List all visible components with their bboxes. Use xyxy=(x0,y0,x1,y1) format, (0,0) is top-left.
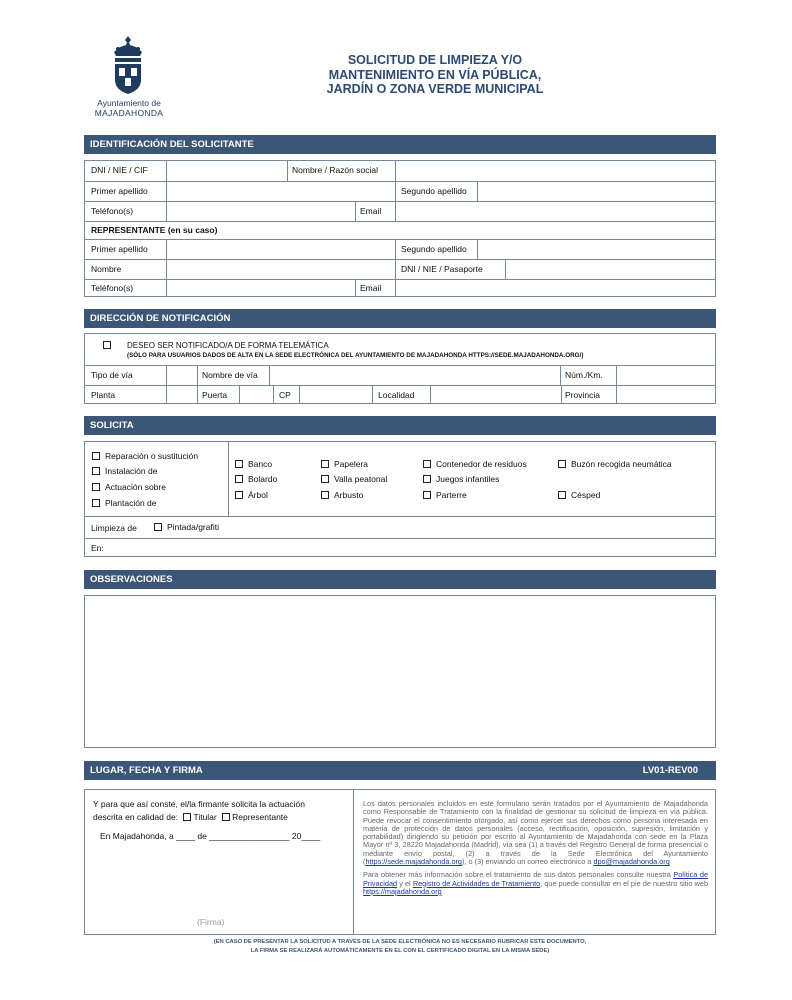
option-label: Pintada/grafiti xyxy=(167,522,219,532)
num-km-field[interactable] xyxy=(617,366,716,385)
accion-instalacion[interactable] xyxy=(92,466,157,476)
checkbox[interactable] xyxy=(92,467,100,475)
privacy-text-2b: y el xyxy=(399,878,411,888)
checkbox[interactable] xyxy=(558,491,566,499)
table-row xyxy=(85,221,715,239)
privacy-paragraph1: Los datos personales incluidos en este formulario serán tratados por el Ayuntamiento de Majadahonda como Responsable de Tratamiento con la finalidad de gestionar su solicitud de limpieza en vía pública. Puede revocar el consentimiento otorgado, así como ejercer sus derechos como persona interesada en materia de protección de datos personales (acceso, rectificación, oposición, supresión, limitación y portabilidad) dirigiendo su petición por escrito al Ayuntamiento de Majadahonda con sede en la Plaza Mayor nº 3, 28220 Majadahonda (Madrid), vía sea (1) a través del Registro General de forma presencial o mediante envío postal, (2) a través de la Sede Electrónica del Ayuntamiento ( xyxy=(363,799,708,867)
checkbox[interactable] xyxy=(321,491,329,499)
puerta-field[interactable] xyxy=(240,386,273,404)
elemento-contenedor[interactable] xyxy=(423,459,527,469)
telematica-checkbox[interactable] xyxy=(103,341,111,349)
checkbox[interactable] xyxy=(423,491,431,499)
planta-field[interactable] xyxy=(167,386,197,404)
checkbox[interactable] xyxy=(92,452,100,460)
telematica-label: DESEO SER NOTIFICADO/A DE FORMA TELEMÁTICA xyxy=(127,341,329,350)
document-title xyxy=(300,53,570,97)
rep-primer-apellido-field[interactable] xyxy=(167,240,395,259)
titular-label: Titular xyxy=(193,812,217,822)
accion-reparacion[interactable] xyxy=(92,451,198,461)
primer-apellido-label: Primer apellido xyxy=(91,186,148,196)
privacy-paragraph1b: ), o (3) enviando un correo electrónico a xyxy=(462,857,592,867)
limpieza-pintada[interactable] xyxy=(154,522,219,532)
rep-primer-apellido-label: Primer apellido xyxy=(91,244,148,254)
table-row xyxy=(85,279,715,297)
checkbox[interactable] xyxy=(235,475,243,483)
rep-telefono-label: Teléfono(s) xyxy=(91,283,134,293)
checkbox[interactable] xyxy=(423,460,431,468)
calidad-row xyxy=(93,811,320,824)
limpieza-label: Limpieza de xyxy=(91,523,137,533)
dni-field[interactable] xyxy=(167,161,287,180)
table-row xyxy=(85,181,715,201)
primer-apellido-field[interactable] xyxy=(167,182,395,201)
checkbox[interactable] xyxy=(423,475,431,483)
checkbox[interactable] xyxy=(235,460,243,468)
section-identificacion-header xyxy=(84,135,716,154)
nombre-via-label: Nombre de vía xyxy=(202,370,258,380)
privacy-paragraph2 xyxy=(363,871,708,896)
telefono-label: Teléfono(s) xyxy=(91,206,134,216)
rep-email-field[interactable] xyxy=(396,280,716,297)
section-solicita-header xyxy=(84,416,716,435)
section-lugar-header xyxy=(84,761,716,780)
elemento-buzon[interactable] xyxy=(558,459,672,469)
elemento-cesped[interactable] xyxy=(558,490,600,500)
table-row xyxy=(85,538,715,557)
dpo-email-link[interactable]: dpo@majadahonda.org xyxy=(593,857,670,867)
checkbox[interactable] xyxy=(92,483,100,491)
logo-line1: Ayuntamiento de xyxy=(97,98,161,108)
calidad-label: descrita en calidad de: xyxy=(93,812,179,822)
table-row xyxy=(85,334,715,365)
en-label: En: xyxy=(91,543,104,553)
checkbox[interactable] xyxy=(154,523,162,531)
title-line3: JARDÍN O ZONA VERDE MUNICIPAL xyxy=(326,82,544,96)
option-label: Árbol xyxy=(248,490,268,500)
representante-checkbox[interactable] xyxy=(222,813,230,821)
website-link[interactable]: https://majadahonda.org xyxy=(363,886,442,896)
elemento-parterre[interactable] xyxy=(423,490,467,500)
provincia-field[interactable] xyxy=(617,386,716,404)
footer-line2: LA FIRMA SE REALIZARÁ AUTOMÁTICAMENTE EN EL CON EL CERTIFICADO DIGITAL EN LA MISMA SEDE) xyxy=(250,948,550,954)
notificacion-table xyxy=(84,333,716,404)
num-km-label: Núm./Km. xyxy=(565,370,603,380)
checkbox[interactable] xyxy=(321,460,329,468)
rep-email-label: Email xyxy=(360,283,382,293)
email-label: Email xyxy=(360,206,382,216)
checkbox[interactable] xyxy=(92,499,100,507)
localidad-label: Localidad xyxy=(378,390,415,400)
coat-of-arms-icon xyxy=(108,34,148,96)
cp-label: CP xyxy=(279,390,291,400)
table-row xyxy=(85,385,715,404)
identificacion-table xyxy=(84,160,716,297)
firma-text-line1: Y para que así conste, el/la firmante solicita la actuación xyxy=(93,799,305,809)
table-row xyxy=(85,239,715,259)
accion-actuacion[interactable] xyxy=(92,482,166,492)
table-row xyxy=(85,442,715,516)
option-label: Papelera xyxy=(334,459,369,469)
elemento-banco[interactable] xyxy=(235,459,272,469)
table-row xyxy=(85,516,715,538)
table-row xyxy=(85,259,715,279)
option-label: Buzón recogida neumática xyxy=(571,459,672,469)
section-title: OBSERVACIONES xyxy=(90,574,173,585)
checkbox[interactable] xyxy=(235,491,243,499)
telematica-note: (SÓLO PARA USUARIOS DADOS DE ALTA EN LA SEDE ELECTRÓNICA DEL AYUNTAMIENTO DE MAJADAHONDA HTTPS://SEDE.MAJADAHONDA.ORG/) xyxy=(127,352,584,359)
titular-checkbox[interactable] xyxy=(183,813,191,821)
localidad-field[interactable] xyxy=(431,386,561,404)
tipo-via-label: Tipo de vía xyxy=(91,370,133,380)
puerta-label: Puerta xyxy=(202,390,228,400)
politica-privacidad-link[interactable]: Política de Privacidad xyxy=(363,870,708,888)
en-field[interactable] xyxy=(115,539,715,557)
option-label: Contenedor de residuos xyxy=(436,459,527,469)
section-title: SOLICITA xyxy=(90,420,134,431)
nombre-razon-label: Nombre / Razón social xyxy=(292,165,378,175)
segundo-apellido-label: Segundo apellido xyxy=(401,186,467,196)
rep-segundo-apellido-label: Segundo apellido xyxy=(401,244,467,254)
firma-text xyxy=(93,798,320,843)
rep-nombre-field[interactable] xyxy=(167,260,395,279)
segundo-apellido-field[interactable] xyxy=(478,182,716,201)
solicita-table xyxy=(84,441,716,557)
sede-link[interactable]: https://sede.majadahonda.org xyxy=(365,857,462,867)
privacy-text-2a: Para obtener más información sobre el tratamiento de sus datos personales consulte nuestra xyxy=(363,870,671,880)
option-label: Banco xyxy=(248,459,273,469)
tipo-via-field[interactable] xyxy=(167,366,197,385)
option-label: Instalación de xyxy=(105,466,158,476)
dni-label: DNI / NIE / CIF xyxy=(91,165,148,175)
planta-label: Planta xyxy=(91,390,116,400)
footer-line1: (EN CASO DE PRESENTAR LA SOLICITUD A TRAVÉS DE LA SEDE ELECTRÓNICA NO ES NECESARIO RUBRICAR ESTE DOCUMENTO, xyxy=(213,939,587,945)
privacy-text xyxy=(363,800,708,896)
rep-telefono-field[interactable] xyxy=(167,280,355,297)
section-notificacion-header xyxy=(84,309,716,328)
rep-dni-field[interactable] xyxy=(506,260,716,279)
cp-field[interactable] xyxy=(300,386,372,404)
elemento-valla[interactable] xyxy=(321,474,387,484)
representante-label: REPRESENTANTE (en su caso) xyxy=(91,225,218,235)
option-label: Valla peatonal xyxy=(334,474,388,484)
logo xyxy=(88,34,170,118)
elemento-juegos[interactable] xyxy=(423,474,499,484)
option-label: Juegos infantiles xyxy=(436,474,500,484)
option-label: Césped xyxy=(571,490,601,500)
email-field[interactable] xyxy=(396,202,716,221)
provincia-label: Provincia xyxy=(565,390,600,400)
title-line2: MANTENIMIENTO EN VÍA PÚBLICA, xyxy=(328,67,542,82)
rep-segundo-apellido-field[interactable] xyxy=(478,240,716,259)
option-label: Bolardo xyxy=(248,474,278,484)
option-label: Plantación de xyxy=(105,498,157,508)
rep-nombre-label: Nombre xyxy=(91,264,122,274)
option-label: Parterre xyxy=(436,490,467,500)
registro-actividades-link[interactable]: Registro de Actividades de Tratamiento xyxy=(412,878,541,888)
elemento-papelera[interactable] xyxy=(321,459,368,469)
section-title: DIRECCIÓN DE NOTIFICACIÓN xyxy=(90,313,231,324)
section-title: LUGAR, FECHA Y FIRMA xyxy=(90,765,203,776)
nombre-via-field[interactable] xyxy=(270,366,560,385)
option-label: Reparación o sustitución xyxy=(105,451,199,461)
nombre-razon-field[interactable] xyxy=(396,161,716,180)
elemento-arbol[interactable] xyxy=(235,490,268,500)
rep-dni-label: DNI / NIE / Pasaporte xyxy=(401,264,483,274)
document-code: LV01-REV00 xyxy=(642,765,698,776)
title-line1: SOLICITUD DE LIMPIEZA Y/O xyxy=(347,53,523,67)
elemento-bolardo[interactable] xyxy=(235,474,277,484)
representante-option-label: Representante xyxy=(232,812,288,822)
logo-line2: MAJADAHONDA xyxy=(94,108,164,118)
observaciones-textarea[interactable] xyxy=(84,595,716,748)
elemento-arbusto[interactable] xyxy=(321,490,363,500)
section-title: IDENTIFICACIÓN DEL SOLICITANTE xyxy=(90,139,254,150)
telefono-field[interactable] xyxy=(167,202,355,221)
option-label: Arbusto xyxy=(334,490,364,500)
checkbox[interactable] xyxy=(558,460,566,468)
checkbox[interactable] xyxy=(321,475,329,483)
firma-table xyxy=(84,789,716,935)
table-row xyxy=(85,201,715,221)
section-observaciones-header xyxy=(84,570,716,589)
accion-plantacion[interactable] xyxy=(92,498,157,508)
fecha-line: En Majadahonda, a ____ de _________________ 20____ xyxy=(100,831,321,841)
privacy-text-2c: , que puede consultar en el pie de nuestro sitio web xyxy=(540,878,708,888)
table-row xyxy=(85,161,715,181)
footer-note xyxy=(84,938,716,956)
table-row xyxy=(85,365,715,385)
option-label: Actuación sobre xyxy=(105,482,166,492)
firma-placeholder: (Firma) xyxy=(197,917,225,927)
